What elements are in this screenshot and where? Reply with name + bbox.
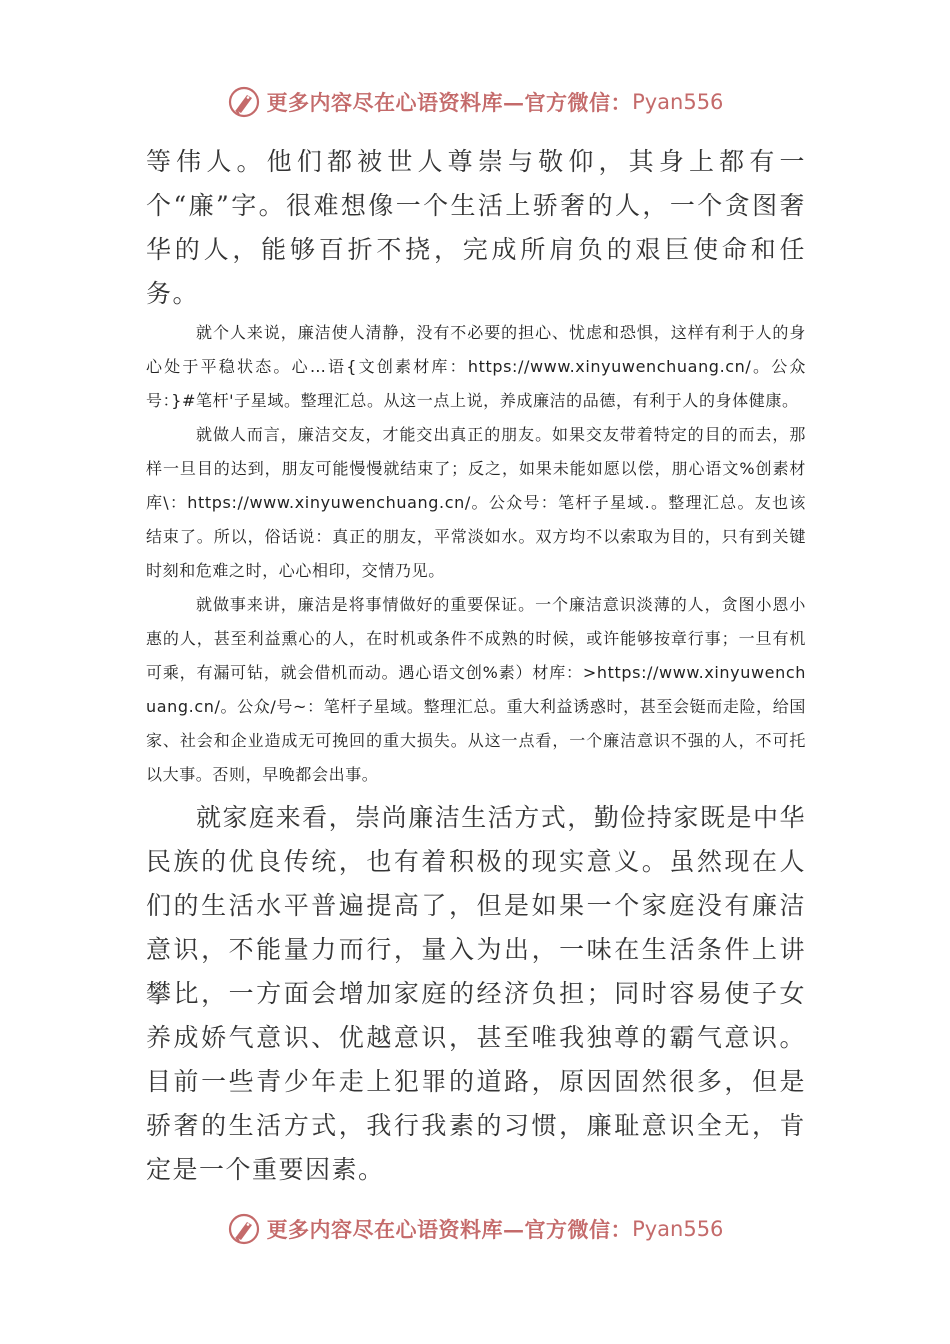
pen-nib-icon bbox=[227, 1212, 261, 1246]
footer-banner bbox=[0, 1209, 950, 1249]
banner-title: 更多内容尽在心语资料库—官方微信： bbox=[266, 90, 633, 115]
document-body bbox=[146, 140, 806, 1192]
paragraph-1: 等伟人。他们都被世人尊崇与敬仰，其身上都有一个“廉”字。很难想像一个生活上骄奢的人，一个贪图奢华的人，能够百折不挠，完成所肩负的艰巨使命和任务。 bbox=[146, 147, 806, 308]
header-banner bbox=[0, 82, 950, 122]
banner-title: 更多内容尽在心语资料库—官方微信： bbox=[266, 1217, 633, 1242]
pen-nib-icon bbox=[227, 85, 261, 119]
paragraph-2: 就个人来说，廉洁使人清静，没有不必要的担心、忧虑和恐惧，这样有利于人的身心处于平稳状态。心…语{文创素材库：https://www.xinyuwenchuang.cn/。公众号：}#笔杆'子星域。整理汇总。从这一点上说，养成廉洁的品德，有利于人的身体健康。 bbox=[146, 323, 806, 410]
banner-wechat-id: Pyan556 bbox=[632, 90, 724, 114]
paragraph-3: 就做人而言，廉洁交友，才能交出真正的朋友。如果交友带着特定的目的而去，那样一旦目的达到，朋友可能慢慢就结束了；反之，如果未能如愿以偿，朋心语文%创素材库\：https://www.xinyuwenchuang.cn/。公众号：笔杆子星域.。整理汇总。友也该结束了。所以，俗话说：真正的朋友，平常淡如水。双方均不以索取为目的，只有到关键时刻和危难之时，心心相印，交情乃见。 bbox=[146, 425, 806, 580]
paragraph-5: 就家庭来看，崇尚廉洁生活方式，勤俭持家既是中华民族的优良传统，也有着积极的现实意义。虽然现在人们的生活水平普遍提高了，但是如果一个家庭没有廉洁意识，不能量力而行，量入为出，一味在生活条件上讲攀比，一方面会增加家庭的经济负担；同时容易使子女养成娇气意识、优越意识，甚至唯我独尊的霸气意识。目前一些青少年走上犯罪的道路，原因固然很多，但是骄奢的生活方式，我行我素的习惯，廉耻意识全无，肯定是一个重要因素。 bbox=[146, 803, 806, 1184]
banner-wechat-id: Pyan556 bbox=[632, 1217, 724, 1241]
paragraph-4: 就做事来讲，廉洁是将事情做好的重要保证。一个廉洁意识淡薄的人，贪图小恩小惠的人，甚至利益熏心的人，在时机或条件不成熟的时候，或许能够按章行事；一旦有机可乘，有漏可钻，就会借机而动。遇心语文创%素）材库：>https://www.xinyuwenchuang.cn/。公众/号~：笔杆子星域。整理汇总。重大利益诱惑时，甚至会铤而走险，给国家、社会和企业造成无可挽回的重大损失。从这一点看，一个廉洁意识不强的人，不可托以大事。否则，早晚都会出事。 bbox=[146, 595, 806, 784]
